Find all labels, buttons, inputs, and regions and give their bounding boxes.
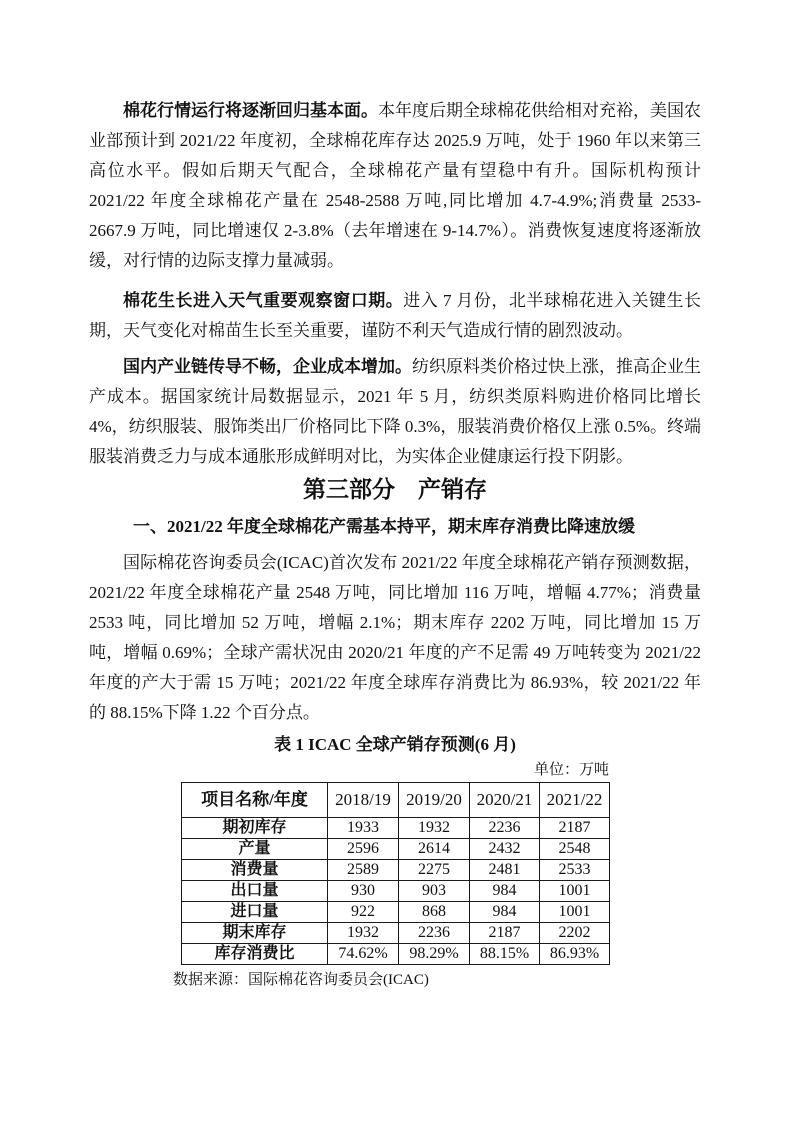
table-cell: 2596: [328, 839, 399, 860]
subsection-title: 一、2021/22 年度全球棉花产需基本持平，期末库存消费比降速放缓: [133, 517, 635, 536]
paragraph-text: 本年度后期全球棉花供给相对充裕，美国农业部预计到 2021/22 年度初，全球棉花库存达 2025.9 万吨，处于 1960 年以来第三高位水平。假如后期天气配合，全球棉花产量有望稳中有升。国际机构预计 2021/22 年度全球棉花产量在 2548-2588 万吨,同比增加 4.7-4.9%;消费量 2533-2667.9 万吨，同比增速仅 2-3.8%（去年增速在 9-14.7%）。消费恢复速度将逐渐放缓，对行情的边际支撑力量减弱。: [89, 101, 701, 270]
table-cell: 2548: [540, 839, 610, 860]
table-row-label: 消费量: [182, 860, 328, 881]
table-cell: 930: [328, 881, 399, 902]
table-header-year: 2021/22: [540, 783, 610, 818]
document-content: [89, 96, 701, 991]
table-row-label: 进口量: [182, 902, 328, 923]
table-row-label: 产量: [182, 839, 328, 860]
table-cell: 74.62%: [328, 944, 399, 965]
table-cell: 868: [399, 902, 470, 923]
table-caption: 表 1 ICAC 全球产销存预测(6 月): [274, 735, 516, 754]
table-row: [182, 902, 610, 923]
table-cell: 2432: [470, 839, 540, 860]
table-cell: 2202: [540, 923, 610, 944]
table-cell: 1932: [399, 818, 470, 839]
table-cell: 984: [470, 881, 540, 902]
section-title: 第三部分 产销存: [303, 477, 487, 502]
table-cell: 903: [399, 881, 470, 902]
table-cell: 2187: [470, 923, 540, 944]
paragraph-domestic-costs: [89, 352, 701, 472]
table-cell: 86.93%: [540, 944, 610, 965]
table-row-label: 期初库存: [182, 818, 328, 839]
table-cell: 1001: [540, 902, 610, 923]
table-cell: 2614: [399, 839, 470, 860]
table-unit-label: 单位：万吨: [533, 762, 609, 778]
table-cell: 2589: [328, 860, 399, 881]
table-cell: 2481: [470, 860, 540, 881]
paragraph-lead-bold: 棉花生长进入天气重要观察窗口期。: [123, 291, 404, 310]
table-header-year: 2018/19: [328, 783, 399, 818]
table-row-label: 期末库存: [182, 923, 328, 944]
table-row: [182, 818, 610, 839]
table-header-year: 2020/21: [470, 783, 540, 818]
table-cell: 98.29%: [399, 944, 470, 965]
paragraph-icac-forecast: 国际棉花咨询委员会(ICAC)首次发布 2021/22 年度全球棉花产销存预测数据，2021/22 年度全球棉花产量 2548 万吨，同比增加 116 万吨，增幅 4.77%；消费量 2533 吨，同比增加 52 万吨，增幅 2.1%；期末库存 2202 万吨，同比增加 15 万吨，增幅 0.69%；全球产需状况由 2020/21 年度的产不足需 49 万吨转变为 2021/22 年度的产大于需 15 万吨；2021/22 年度全球库存消费比为 86.93%，较 2021/22 年的 88.15%下降 1.22 个百分点。: [89, 553, 701, 722]
table-cell: 1933: [328, 818, 399, 839]
table-cell: 2275: [399, 860, 470, 881]
table-row: [182, 944, 610, 965]
paragraph-weather-window: [89, 286, 701, 346]
table-cell: 88.15%: [470, 944, 540, 965]
table-row: [182, 881, 610, 902]
icac-forecast-table: [181, 782, 610, 965]
table-cell: 1932: [328, 923, 399, 944]
table-cell: 1001: [540, 881, 610, 902]
table-cell: 922: [328, 902, 399, 923]
paragraph-lead-bold: 国内产业链传导不畅，企业成本增加。: [123, 357, 412, 376]
table-row-label: 库存消费比: [182, 944, 328, 965]
table-cell: 984: [470, 902, 540, 923]
table-cell: 2236: [399, 923, 470, 944]
table-row: [182, 839, 610, 860]
paragraph-lead-bold: 棉花行情运行将逐渐回归基本面。: [123, 101, 378, 120]
table-header-item: 项目名称/年度: [182, 783, 328, 818]
paragraph-market-outlook: [89, 96, 701, 276]
table-row: [182, 860, 610, 881]
table-row: [182, 923, 610, 944]
table-header-row: [182, 783, 610, 818]
table-cell: 2236: [470, 818, 540, 839]
table-row-label: 出口量: [182, 881, 328, 902]
table-block: [173, 732, 609, 991]
table-cell: 2187: [540, 818, 610, 839]
table-source-note: 数据来源：国际棉花咨询委员会(ICAC): [173, 972, 429, 988]
table-header-year: 2019/20: [399, 783, 470, 818]
paragraph-text: 进入 7 月份，北半球棉花进入关键生长期，天气变化对棉苗生长至关重要，谨防不利天气造成行情的剧烈波动。: [89, 291, 702, 340]
paragraph-text: 纺织原料类价格过快上涨，推高企业生产成本。据国家统计局数据显示，2021 年 5 月，纺织类原料购进价格同比增长 4%，纺织服装、服饰类出厂价格同比下降 0.3%，服装消费价格仅上涨 0.5%。终端服装消费乏力与成本通胀形成鲜明对比，为实体企业健康运行投下阴影。: [89, 357, 701, 466]
table-cell: 2533: [540, 860, 610, 881]
